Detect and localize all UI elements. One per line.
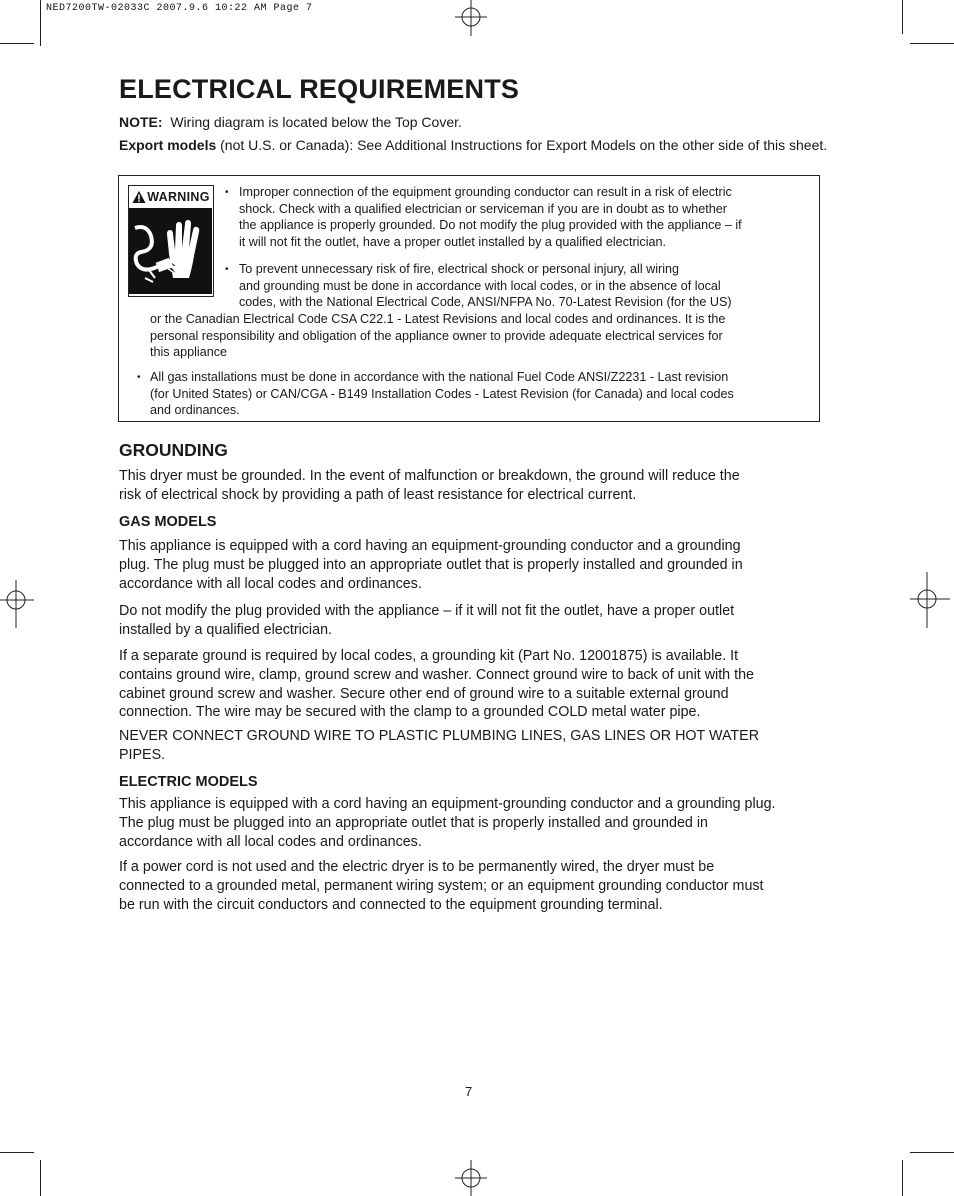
bullet-marker: • (137, 372, 141, 383)
bullet-marker: • (225, 187, 229, 198)
note-text: Wiring diagram is located below the Top Cover. (170, 114, 462, 130)
grounding-heading: GROUNDING (119, 440, 228, 460)
crop-mark (902, 0, 903, 34)
registration-mark-icon (0, 580, 36, 628)
gas-paragraph-4: NEVER CONNECT GROUND WIRE TO PLASTIC PLUMBING LINES, GAS LINES OR HOT WATER PIPES. (119, 728, 760, 763)
warning-bullet-2-indented: To prevent unnecessary risk of fire, electrical shock or personal injury, all wiring and grounding must be done in accordance with local codes, or in the absence of local codes, with the National Electrical Code, ANSI/NFPA No. 70-Latest Revision (for the US) (239, 262, 732, 310)
crop-mark (902, 1160, 903, 1196)
page-title: ELECTRICAL REQUIREMENTS (119, 74, 520, 104)
export-label: Export models (119, 137, 217, 153)
grounding-paragraph: This dryer must be grounded. In the event of malfunction or breakdown, the ground will reduce the risk of electrical shock by providing a path of least resistance for electrical current. (119, 468, 740, 503)
electric-shock-hand-icon (129, 208, 212, 294)
gas-paragraph-3: If a separate ground is required by local codes, a grounding kit (Part No. 12001875) is available. It contains ground wire, clamp, ground screw and washer. Connect ground wire to back of unit with the cabinet ground screw and washer. Secure other end of ground wire to a suitable external ground connection. The wire may be secured with the clamp to a grounded COLD metal water pipe. (119, 648, 754, 721)
gas-paragraph-2: Do not modify the plug provided with the appliance – if it will not fit the outlet, have a proper outlet installed by a qualified electrician. (119, 603, 735, 638)
note-label: NOTE: (119, 114, 163, 130)
gas-paragraph-1: This appliance is equipped with a cord having an equipment-grounding conductor and a grounding plug. The plug must be plugged into an appropriate outlet that is properly installed and grounded in accordance with all local codes and ordinances. (119, 538, 743, 592)
crop-mark (40, 1160, 41, 1196)
printer-slug: NED7200TW-02033C 2007.9.6 10:22 AM Page 7 (46, 3, 313, 14)
gas-models-heading: GAS MODELS (119, 514, 217, 530)
registration-mark-icon (453, 0, 489, 36)
electric-models-heading: ELECTRIC MODELS (119, 774, 258, 790)
warning-bullet-2-full: or the Canadian Electrical Code CSA C22.1 - Latest Revisions and local codes and ordinances. It is the personal responsibility and obligation of the appliance owner to provide adequate electrical services for this appliance (150, 312, 726, 360)
page-number: 7 (465, 1084, 473, 1099)
electric-paragraph-1: This appliance is equipped with a cord having an equipment-grounding conductor and a grounding plug. The plug must be plugged into an appropriate outlet that is properly installed and grounded in accordance with all local codes and ordinances. (119, 796, 776, 850)
export-text: (not U.S. or Canada): See Additional Instructions for Export Models on the other side of this sheet. (220, 137, 828, 153)
warning-label (129, 186, 213, 208)
crop-mark (0, 43, 34, 44)
crop-mark (40, 0, 41, 46)
crop-mark (0, 1152, 34, 1153)
alert-triangle-icon (132, 190, 146, 204)
registration-mark-icon (453, 1160, 489, 1196)
warning-label-text: WARNING (147, 190, 210, 204)
warning-bullet-1: Improper connection of the equipment grounding conductor can result in a risk of electric shock. Check with a qualified electrician or serviceman if you are in doubt as to whether the appliance is properly grounded. Do not modify the plug provided with the appliance – if it will not fit the outlet, have a proper outlet installed by a qualified electrician. (239, 185, 742, 249)
crop-mark (910, 43, 954, 44)
note-line (119, 114, 889, 130)
export-line (119, 137, 889, 153)
warning-icon-panel (128, 185, 214, 297)
warning-box (118, 175, 820, 422)
crop-mark (910, 1152, 954, 1153)
warning-bullet-3: All gas installations must be done in accordance with the national Fuel Code ANSI/Z2231 - Last revision (for United States) or CAN/CGA - B149 Installation Codes - Latest Revision (for Canada) and local codes and ordinances. (150, 370, 734, 418)
bullet-marker: • (225, 264, 229, 275)
electric-paragraph-2: If a power cord is not used and the electric dryer is to be permanently wired, the dryer must be connected to a grounded metal, permanent wiring system; or an equipment grounding conductor must be run with the circuit conductors and connected to the equipment grounding terminal. (119, 859, 764, 913)
registration-mark-icon (910, 572, 954, 628)
